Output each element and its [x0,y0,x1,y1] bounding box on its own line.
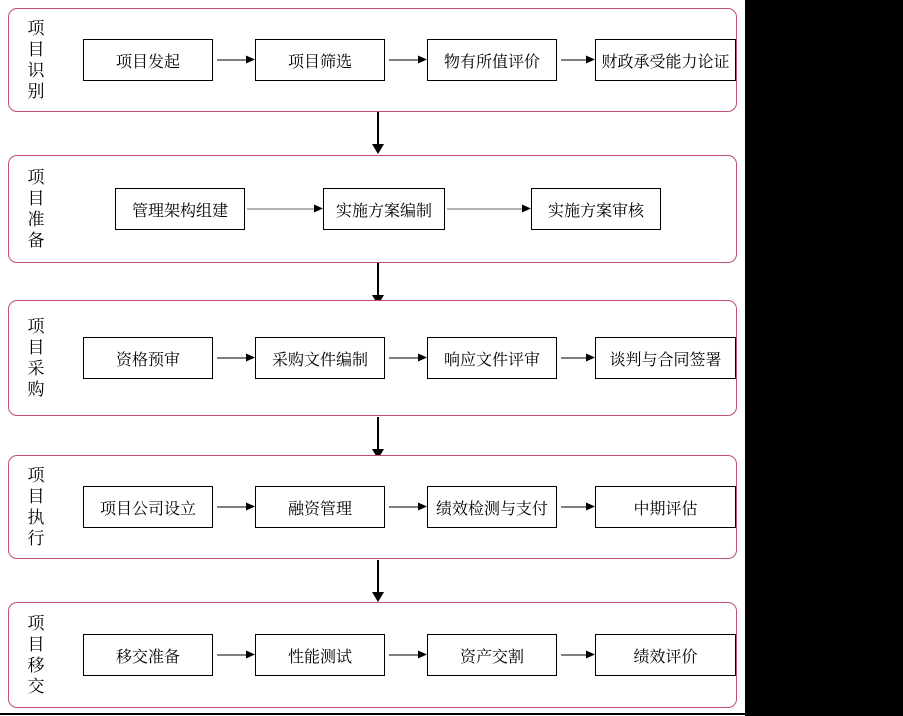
step-node[interactable]: 中期评估 [595,486,736,528]
bottom-divider [0,713,745,715]
stage-label-project-procurement: 项目采购 [27,317,45,399]
stage-project-preparation [8,155,737,263]
step-node[interactable]: 资产交割 [427,634,557,676]
arrow-connector [217,651,255,660]
arrow-connector [389,354,427,363]
arrow-connector [247,205,323,214]
arrow-connector [561,503,595,512]
step-node[interactable]: 项目公司设立 [83,486,213,528]
stage-steps-project-execution [69,456,736,558]
stage-steps-project-handover [69,603,736,707]
stage-steps-project-procurement [69,301,736,415]
arrow-connector [389,56,427,65]
stage-transition-arrow [372,112,384,154]
page-margin-fill [745,0,903,716]
stage-label-project-preparation: 项目准备 [27,168,45,250]
arrow-connector [217,503,255,512]
stage-transition-arrow [372,560,384,602]
stage-steps-project-identification [69,9,736,111]
step-node[interactable]: 物有所值评价 [427,39,557,81]
stage-transition-arrow [372,417,384,459]
stage-project-execution [8,455,737,559]
stage-project-handover [8,602,737,708]
stage-project-procurement [8,300,737,416]
stage-project-identification [8,8,737,112]
step-node[interactable]: 谈判与合同签署 [595,337,736,379]
step-node[interactable]: 实施方案编制 [323,188,445,230]
arrow-connector [217,354,255,363]
stage-label-project-handover: 项目移交 [27,614,45,696]
step-node[interactable]: 财政承受能力论证 [595,39,736,81]
arrow-connector [561,56,595,65]
step-node[interactable]: 项目筛选 [255,39,385,81]
stage-label-project-execution: 项目执行 [27,466,45,548]
step-node[interactable]: 绩效检测与支付 [427,486,557,528]
step-node[interactable]: 绩效评价 [595,634,736,676]
stage-label-project-identification: 项目识别 [27,19,45,101]
arrow-connector [217,56,255,65]
arrow-connector [561,651,595,660]
step-node[interactable]: 响应文件评审 [427,337,557,379]
arrow-connector [389,503,427,512]
arrow-connector [389,651,427,660]
step-node[interactable]: 采购文件编制 [255,337,385,379]
step-node[interactable]: 资格预审 [83,337,213,379]
step-node[interactable]: 实施方案审核 [531,188,661,230]
stage-transition-arrow [372,263,384,305]
arrow-connector [561,354,595,363]
step-node[interactable]: 移交准备 [83,634,213,676]
arrow-connector [447,205,531,214]
step-node[interactable]: 融资管理 [255,486,385,528]
step-node[interactable]: 性能测试 [255,634,385,676]
step-node[interactable]: 项目发起 [83,39,213,81]
stage-steps-project-preparation [69,156,736,262]
step-node[interactable]: 管理架构组建 [115,188,245,230]
